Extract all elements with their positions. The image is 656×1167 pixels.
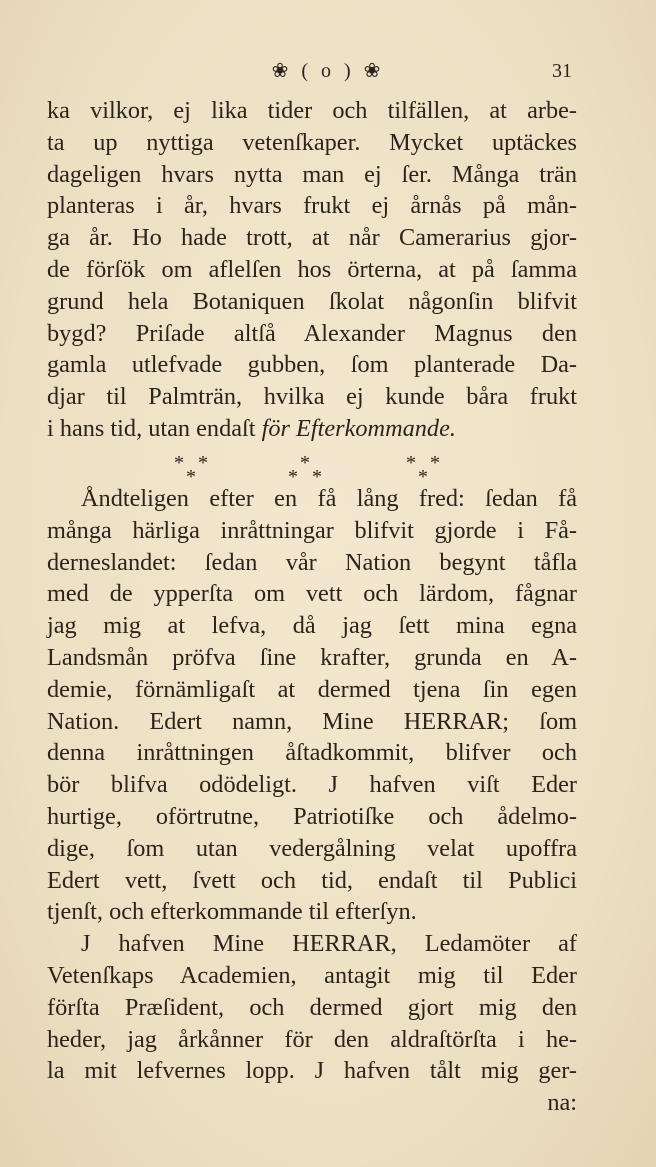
text-line: la mit lefvernes lopp. J hafven tålt mig ger- xyxy=(47,1057,577,1085)
asterisk: * xyxy=(312,466,322,488)
asterisk: * xyxy=(430,452,440,474)
text-line: planteras i år, hvars frukt ej årnås på mån- xyxy=(47,192,577,220)
text-line: ta up nyttiga vetenſkaper. Mycket uptäckes xyxy=(47,128,577,156)
text-line: hurtige, oförtrutne, Patriotiſke och ådelmo- xyxy=(47,802,577,830)
text-line: gamla utlefvade gubben, ſom planterade Da- xyxy=(47,351,577,379)
text-line: många härliga inråttningar blifvit gjorde i Få- xyxy=(47,516,577,544)
text-line: förſta Præſident, och dermed gjort mig den xyxy=(47,993,577,1021)
text-line: djar til Palmträn, hvilka ej kunde båra frukt xyxy=(47,383,577,411)
text-line: jag mig at lefva, då jag ſett mina egna xyxy=(47,612,577,640)
text-line: Landsmån pröfva ſine krafter, grunda en A- xyxy=(47,643,577,671)
text-line: Åndteligen efter en få lång fred: ſedan få xyxy=(81,485,577,512)
text-line: dageligen hvars nytta man ej ſer. Många trän xyxy=(47,160,577,188)
asterisk: * xyxy=(418,466,428,488)
italic-emphasis: för Efterkommande. xyxy=(261,414,456,442)
text-line: ga år. Ho hade trott, at når Camerarius gjor- xyxy=(47,224,577,252)
text-line: bör blifva odödeligt. J hafven viſt Eder xyxy=(47,771,577,799)
header-ornament: ❀ ( o ) ❀ xyxy=(271,60,385,82)
text-line: Edert vett, ſvett och tid, endaſt til Publici xyxy=(47,866,577,894)
text-line: grund hela Botaniquen ſkolat någonſin blifvit xyxy=(47,287,577,315)
asterisk: * xyxy=(406,452,416,474)
text-line: dige, ſom utan vedergålning velat upoffra xyxy=(47,834,577,862)
text-line: heder, jag årkånner för den aldraſtörſta i he- xyxy=(47,1025,577,1053)
paragraph-2 xyxy=(47,483,577,1119)
asterisk: * xyxy=(198,452,208,474)
text-line: tjenſt, och efterkommande til efterſyn. xyxy=(47,898,417,926)
text-line: ka vilkor, ej lika tider och tilfällen, at arbe- xyxy=(47,97,577,124)
text-line: med de ypperſta om vett och lärdom, fågnar xyxy=(47,580,577,608)
text-line: bygd? Priſade altſå Alexander Magnus den xyxy=(47,319,577,347)
text-run: i hans tid, utan endaſt xyxy=(47,414,256,442)
paragraph-1 xyxy=(47,95,577,445)
text-line: J hafven Mine HERRAR, Ledamöter af xyxy=(81,930,577,958)
page-number: 31 xyxy=(552,60,572,82)
asterisk: * xyxy=(174,452,184,474)
asterisk: * xyxy=(288,466,298,488)
text-line: denna inråttningen åſtadkommit, blifver och xyxy=(47,739,577,767)
asterisk: * xyxy=(186,466,196,488)
text-line: de förſök om aflelſen hos örterna, at på ſamma xyxy=(47,255,577,283)
text-line: Nation. Edert namn, Mine HERRAR; ſom xyxy=(47,707,577,735)
asterisk: * xyxy=(300,452,310,474)
catchword: na: xyxy=(547,1089,577,1117)
page-header xyxy=(0,58,656,88)
text-line: derneslandet: ſedan vår Nation begynt tåfla xyxy=(47,548,577,576)
text-line xyxy=(47,413,577,445)
text-line: demie, förnämligaſt at dermed tjena ſin egen xyxy=(47,675,577,703)
text-line: Vetenſkaps Academien, antagit mig til Eder xyxy=(47,961,577,989)
